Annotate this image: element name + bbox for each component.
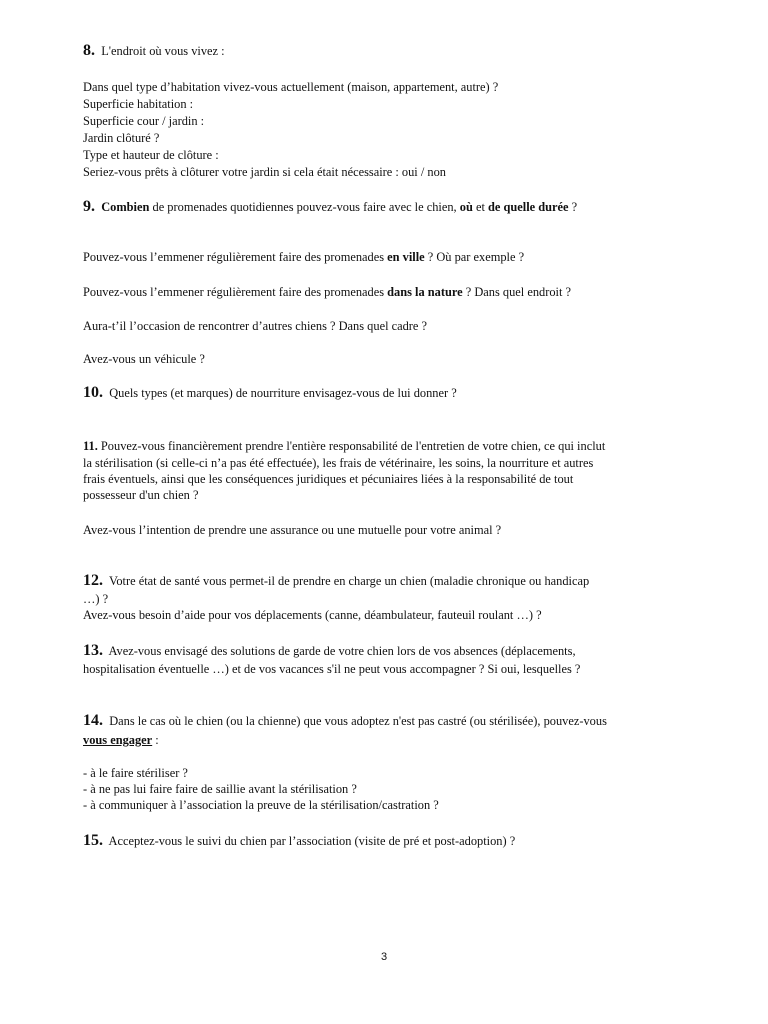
q12-text: Votre état de santé vous permet-il de prendre en charge un chien (maladie chronique ou handicap [108, 574, 590, 588]
q10-text: Quels types (et marques) de nourriture envisagez-vous de lui donner ? [109, 386, 457, 400]
q11-number: 11. [83, 439, 98, 453]
q14-heading [83, 713, 607, 730]
q9-end: ? [568, 200, 578, 214]
q8-line: Dans quel type d’habitation vivez-vous actuellement (maison, appartement, autre) ? [83, 80, 499, 94]
q8-line: Superficie habitation : [83, 97, 194, 111]
q9-ville-post: ? Où par exemple ? [424, 250, 525, 264]
q8-number: 8. [83, 42, 95, 59]
q9-heading [83, 199, 577, 216]
q15-number: 15. [83, 832, 103, 849]
q14-number: 14. [83, 712, 103, 729]
q8-line: Seriez-vous prêts à clôturer votre jardin si cela était nécessaire : oui / non [83, 165, 446, 179]
q9-ou: où [459, 200, 473, 214]
q9-nature-post: ? Dans quel endroit ? [462, 285, 572, 299]
page-number: 3 [380, 951, 388, 963]
q12-line: …) ? [83, 592, 109, 606]
q14-item: - à communiquer à l’association la preuve de la stérilisation/castration ? [83, 798, 439, 812]
q13-line: hospitalisation éventuelle …) et de vos vacances s'il ne peut vous accompagner ? Si oui, lesquelles ? [83, 662, 581, 676]
q14-colon: : [152, 733, 159, 747]
q9-ville-bold: en ville [387, 250, 425, 264]
q11-line: la stérilisation (si celle-ci n’a pas été effectuée), les frais de vétérinaire, les soins, la nourriture et autres [83, 456, 594, 470]
q9-ville-pre: Pouvez-vous l’emmener régulièrement faire des promenades [83, 250, 388, 264]
q8-title: L'endroit où vous vivez : [101, 44, 225, 58]
q9-nature-pre: Pouvez-vous l’emmener régulièrement faire des promenades [83, 285, 388, 299]
q9-combien: Combien [101, 200, 150, 214]
q11-line-text: Pouvez-vous financièrement prendre l'entière responsabilité de l'entretien de votre chien, ce qui inclut [97, 439, 606, 453]
q15-text: Acceptez-vous le suivi du chien par l’association (visite de pré et post-adoption) ? [108, 834, 516, 848]
q9-duree: de quelle durée [487, 200, 569, 214]
q11-line: frais éventuels, ainsi que les conséquences juridiques et pécuniaires liées à la responsabilité de tout [83, 472, 574, 486]
q11-assurance: Avez-vous l’intention de prendre une assurance ou une mutuelle pour votre animal ? [83, 523, 502, 537]
q12-number: 12. [83, 572, 103, 589]
q12-heading [83, 573, 589, 590]
q11-line: possesseur d'un chien ? [83, 488, 199, 502]
q13-number: 13. [83, 642, 103, 659]
q14-text: Dans le cas où le chien (ou la chienne) que vous adoptez n'est pas castré (ou stérilisée), pouvez-vous [109, 714, 607, 728]
q11-line [83, 438, 605, 455]
q10-number: 10. [83, 384, 103, 401]
q14-engager-line [83, 732, 159, 749]
q9-ville [83, 249, 524, 266]
q8-line: Jardin clôturé ? [83, 131, 160, 145]
q10-heading [83, 385, 457, 402]
q9-number: 9. [83, 198, 95, 215]
q12-line: Avez-vous besoin d’aide pour vos déplacements (canne, déambulateur, fauteuil roulant …) ? [83, 608, 542, 622]
q13-text: Avez-vous envisagé des solutions de garde de votre chien lors de vos absences (déplacements, [108, 644, 576, 658]
q13-heading [83, 643, 576, 660]
q9-et: et [472, 200, 488, 214]
q9-nature-bold: dans la nature [387, 285, 463, 299]
q8-line: Superficie cour / jardin : [83, 114, 205, 128]
q8-heading [83, 43, 225, 60]
q9-nature [83, 284, 571, 301]
q14-item: - à ne pas lui faire faire de saillie avant la stérilisation ? [83, 782, 357, 796]
q14-engager: vous engager [83, 733, 153, 747]
q14-item: - à le faire stériliser ? [83, 766, 188, 780]
q15-heading [83, 833, 515, 850]
q9-vehicule: Avez-vous un véhicule ? [83, 352, 205, 366]
q9-mid: de promenades quotidiennes pouvez-vous faire avec le chien, [149, 200, 460, 214]
q9-chiens: Aura-t’il l’occasion de rencontrer d’autres chiens ? Dans quel cadre ? [83, 319, 428, 333]
q8-line: Type et hauteur de clôture : [83, 148, 219, 162]
